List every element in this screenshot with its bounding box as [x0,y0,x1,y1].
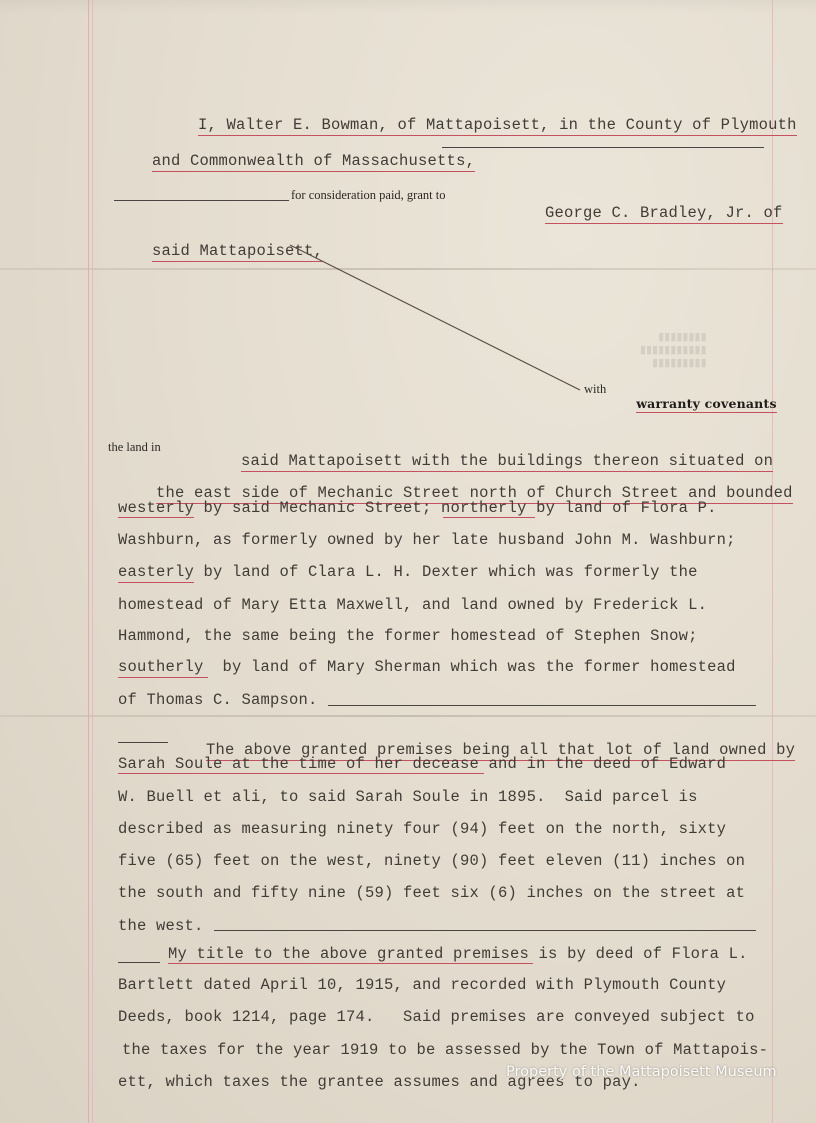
description-line-20: the taxes for the year 1919 to be assessed by the Town of Mattapois- [122,1041,769,1059]
westerly-underline [118,517,194,518]
land-label: the land in [108,440,161,454]
grantor-line-2-text: and Commonwealth of Massachusetts, [152,152,476,170]
grantee-residence-text: said Mattapoisett, [152,242,324,260]
description-line-16: the west. [118,917,204,935]
southerly-underline [118,677,208,678]
description-line-12: W. Buell et ali, to said Sarah Soule in 1895. Said parcel is [118,788,698,806]
description-line-7: Hammond, the same being the former homestead of Stephen Snow; [118,627,698,645]
description-line-15: the south and fifty nine (59) feet six (6) inches on the street at [118,884,746,902]
description-line-5: easterly by land of Clara L. H. Dexter which was formerly the [118,563,698,581]
description-line-17: My title to the above granted premises is by deed of Flora L. [168,945,748,963]
consideration-label: for consideration paid, grant to [291,188,446,202]
grantor-line-1-text: I, Walter E. Bowman, of Mattapoisett, in the County of Plymouth [198,116,797,134]
description-line-14: five (65) feet on the west, ninety (90) feet eleven (11) inches on [118,852,746,870]
description-line-8: southerly by land of Mary Sherman which was the former homestead [118,658,736,676]
description-line-19: Deeds, book 1214, page 174. Said premises are conveyed subject to [118,1008,755,1026]
line-16-fill-rule [214,930,756,931]
description-line-9: of Thomas C. Sampson. [118,691,318,709]
title-underline [168,963,533,964]
description-line-11: Sarah Soule at the time of her decease and in the deed of Edward [118,755,727,773]
description-line-13: described as measuring ninety four (94) feet on the north, sixty [118,820,727,838]
line-9-fill-rule [328,705,756,706]
description-line-1-text: said Mattapoisett with the buildings thereon situated on [241,452,774,470]
museum-watermark: Property of the Mattapoisett Museum [506,1064,777,1080]
description-line-4: Washburn, as formerly owned by her late husband John M. Washburn; [118,531,736,549]
grantee-name-text: George C. Bradley, Jr. of [545,204,783,222]
easterly-underline [118,582,194,583]
northerly-underline [443,517,535,518]
covenants-label [618,381,777,426]
paragraph-2-lead-rule [118,742,168,743]
description-line-21: ett, which taxes the grantee assumes and agrees to pay. [118,1073,641,1091]
covenants-label-text: warranty covenants [636,396,777,411]
sarah-soule-underline [118,773,484,774]
paragraph-3-lead-rule [118,962,160,963]
description-line-2-text: the east side of Mechanic Street north of Church Street and bounded [156,484,793,502]
description-line-6: homestead of Mary Etta Maxwell, and land owned by Frederick L. [118,596,708,614]
description-line-10-text: The above granted premises being all that lot of land owned by [206,741,796,759]
bleed-through-stamp: ▮▮▮▮▮▮▮▮ ▮▮▮▮▮▮▮▮▮▮▮ ▮▮▮▮▮▮▮▮▮ [640,331,707,369]
description-line-18: Bartlett dated April 10, 1915, and recorded with Plymouth County [118,976,727,994]
description-line-3: westerly by said Mechanic Street; northerly by land of Flora P. [118,499,717,517]
with-label: with [584,382,607,396]
